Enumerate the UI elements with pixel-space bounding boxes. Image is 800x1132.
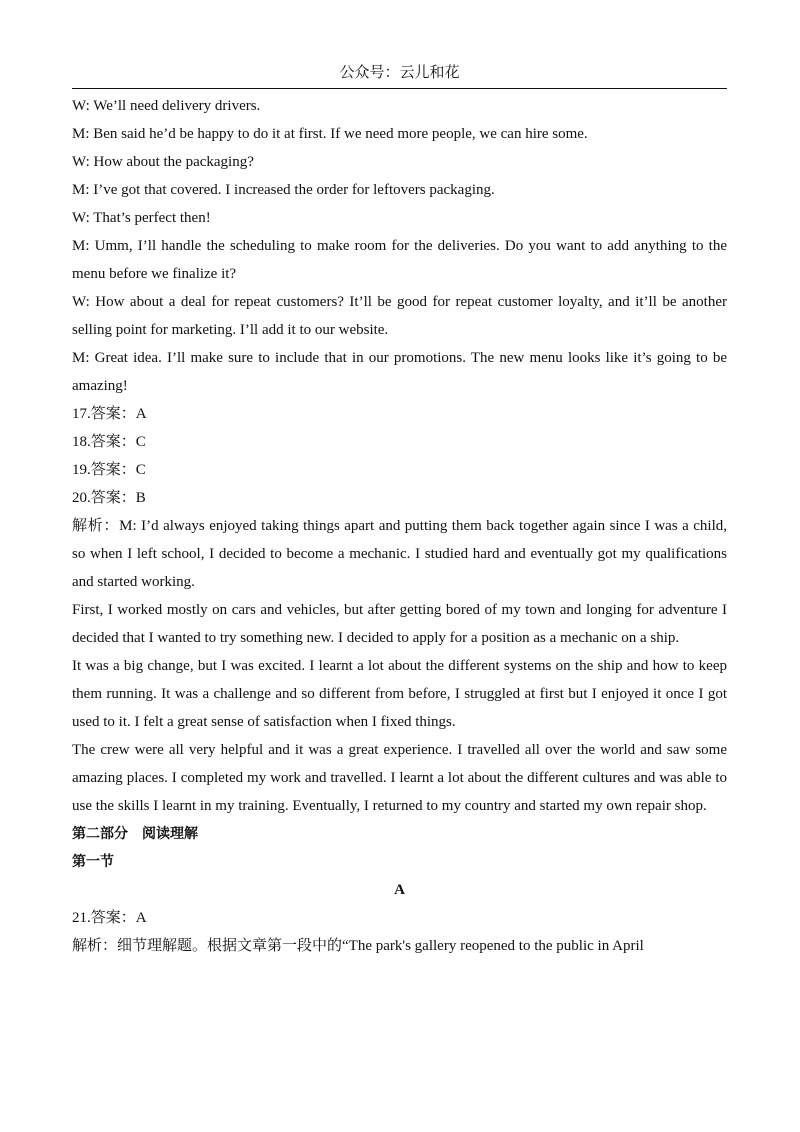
subsection-heading: 第一节: [72, 854, 114, 870]
explanation-paragraph: First, I worked mostly on cars and vehicles, but after getting bored of my town and longing for adventure I decided that I wanted to try something new. I decided to apply for a position as a mechanic on a ship.: [72, 602, 727, 646]
dialogue-line: W: We’ll need delivery drivers.: [72, 98, 261, 114]
explanation-paragraph: It was a big change, but I was excited. I learnt a lot about the different systems on the ship and how to keep them running. It was a challenge and so different from before, I struggled at first but I enjoyed it once I got used to it. I felt a great sense of satisfaction when I fixed things.: [72, 658, 727, 730]
explanation-paragraph: 解析：M: I’d always enjoyed taking things apart and putting them back together again since I was a child, so when I left school, I decided to become a mechanic. I studied hard and eventually got my qualifications and started working.: [72, 518, 727, 590]
dialogue-line: M: Great idea. I’ll make sure to include that in our promotions. The new menu looks like it’s going to be amazing!: [72, 350, 727, 394]
page-header: [72, 60, 727, 89]
explanation-paragraph: The crew were all very helpful and it was a great experience. I travelled all over the world and saw some amazing places. I completed my work and travelled. I learnt a lot about the different cultures and was able to use the skills I learnt in my training. Eventually, I returned to my country and started my own repair shop.: [72, 742, 727, 814]
section-heading: 第二部分 阅读理解: [72, 826, 198, 842]
explanation-paragraph: 解析：细节理解题。根据文章第一段中的“The park's gallery reopened to the public in April: [72, 938, 644, 954]
dialogue-line: W: How about the packaging?: [72, 154, 254, 170]
document-body: [72, 92, 727, 960]
passage-label: A: [394, 882, 405, 898]
answer-line: 21.答案：A: [72, 910, 147, 926]
dialogue-line: W: How about a deal for repeat customers? It’ll be good for repeat customer loyalty, and it’ll be another selling point for marketing. I’ll add it to our website.: [72, 294, 727, 338]
header-title: 公众号：云儿和花: [339, 65, 460, 81]
answer-line: 19.答案：C: [72, 462, 146, 478]
answer-line: 18.答案：C: [72, 434, 146, 450]
dialogue-line: M: I’ve got that covered. I increased the order for leftovers packaging.: [72, 182, 495, 198]
dialogue-line: M: Ben said he’d be happy to do it at first. If we need more people, we can hire some.: [72, 126, 588, 142]
answer-line: 17.答案：A: [72, 406, 147, 422]
answer-line: 20.答案：B: [72, 490, 146, 506]
dialogue-line: M: Umm, I’ll handle the scheduling to make room for the deliveries. Do you want to add anything to the menu before we finalize it?: [72, 238, 727, 282]
dialogue-line: W: That’s perfect then!: [72, 210, 211, 226]
